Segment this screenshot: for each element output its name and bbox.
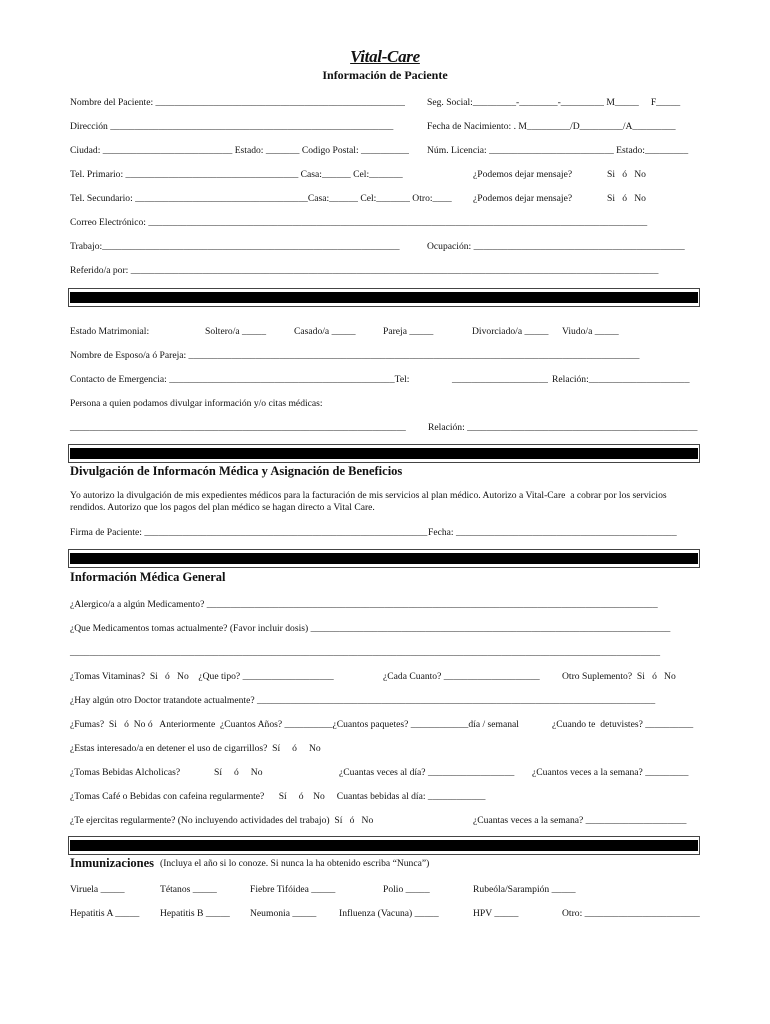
work-field[interactable]: Trabajo:______________________________________________________________ (70, 241, 400, 252)
marital-status-label: Estado Matrimonial: (70, 326, 150, 337)
allergy-field[interactable]: ¿Alergico/a a algún Medicamento? ______________________________________________________________________________________________ (70, 599, 658, 610)
disclose-person-label: Persona a quien podamos divulgar información y/o citas médicas: (70, 398, 323, 409)
caffeine-field[interactable]: ¿Tomas Café o Bebidas con cafeina regularmente? Sí ó No Cuantas bebidas al día: ____________ (70, 791, 486, 802)
emergency-contact-field[interactable]: Contacto de Emergencia: _______________________________________________Tel: (70, 374, 410, 385)
exercise-choice[interactable]: ¿Te ejercitas regularmente? (No incluyendo actividades del trabajo) Sí ó No (70, 815, 374, 826)
emergency-phone-field[interactable]: ____________________ (452, 374, 548, 385)
occupation-field[interactable]: Ocupación: ____________________________________________ (427, 241, 685, 252)
other-doctor-field[interactable]: ¿Hay algún otro Doctor tratandote actualmente? ___________________________________________________________________________________ (70, 695, 656, 706)
alcohol-choice[interactable]: Sí ó No (214, 767, 263, 778)
address-field[interactable]: Dirección ___________________________________________________________ (70, 121, 394, 132)
section-divider-bar (70, 448, 698, 459)
medications-extra-line[interactable]: ___________________________________________________________________________________________________________________________ (70, 647, 661, 658)
marital-option-partner[interactable]: Pareja _____ (383, 326, 434, 337)
primary-message-choice[interactable]: Si ó No (607, 169, 646, 180)
disclosure-section-title: Divulgación de Informacón Médica y Asignación de Beneficios (70, 464, 403, 478)
spouse-name-field[interactable]: Nombre de Esposo/a ó Pareja: ______________________________________________________________________________________________ (70, 350, 640, 361)
immunizations-note: (Incluya el año si lo conoze. Si nunca la ha obtenido escriba “Nunca”) (160, 858, 430, 869)
current-medications-field[interactable]: ¿Que Medicamentos tomas actualmente? (Favor incluir dosis) ___________________________________________________________________________ (70, 623, 671, 634)
vaccine-polio-field[interactable]: Polio _____ (383, 884, 430, 895)
disclose-person-field[interactable]: ______________________________________________________________________ (70, 422, 406, 433)
vaccine-mmr-field[interactable]: Rubeóla/Sarampión _____ (473, 884, 576, 895)
vaccine-smallpox-field[interactable]: Viruela _____ (70, 884, 125, 895)
patient-name-field[interactable]: Nombre del Paciente: ____________________________________________________ (70, 97, 405, 108)
signature-date-field[interactable]: Fecha: ______________________________________________ (428, 527, 677, 538)
logo-vital-care: Vital-Care (350, 47, 420, 66)
marital-option-single[interactable]: Soltero/a _____ (205, 326, 267, 337)
vaccine-pneumonia-field[interactable]: Neumonia _____ (250, 908, 317, 919)
alcohol-daily-field[interactable]: ¿Cuantas veces al día? __________________ (339, 767, 515, 778)
quit-smoking-interest-choice[interactable]: ¿Estas interesado/a en detener el uso de cigarrillos? Sí ó No (70, 743, 321, 754)
other-supplement-choice[interactable]: Otro Suplemento? Si ó No (562, 671, 676, 682)
vaccine-tetanus-field[interactable]: Tétanos _____ (160, 884, 217, 895)
disclosure-text-line-1: Yo autorizo la divulgación de mis expedientes médicos para la facturación de mis servicios al plan médico. Autorizo a Vital-Care a cobrar por los servicios (70, 490, 667, 501)
form-title: Información de Paciente (322, 68, 448, 82)
patient-signature-field[interactable]: Firma de Paciente: ___________________________________________________________ (70, 527, 428, 538)
vaccine-typhoid-field[interactable]: Fiebre Tifóidea _____ (250, 884, 336, 895)
alcohol-weekly-field[interactable]: ¿Cuantos veces a la semana? _________ (532, 767, 689, 778)
primary-phone-field[interactable]: Tel. Primario: ____________________________________ Casa:______ Cel:_______ (70, 169, 403, 180)
medical-section-title: Información Médica General (70, 570, 226, 584)
vaccine-other-field[interactable]: Otro: ________________________ (562, 908, 700, 919)
vaccine-hepatitis-b-field[interactable]: Hepatitis B _____ (160, 908, 230, 919)
emergency-relation-field[interactable]: Relación:_____________________ (552, 374, 690, 385)
marital-option-widowed[interactable]: Viudo/a _____ (562, 326, 619, 337)
referred-by-field[interactable]: Referido/a por: ______________________________________________________________________________________________________________ (70, 265, 659, 276)
vaccine-influenza-field[interactable]: Influenza (Vacuna) _____ (339, 908, 439, 919)
birth-date-field[interactable]: Fecha de Nacimiento: . M_________/D_________/A_________ (427, 121, 676, 132)
smoking-field[interactable]: ¿Fumas? Si ó No ó Anteriormente ¿Cuantos Años? __________¿Cuantos paquetes? ____________día / semanal (70, 719, 519, 730)
social-security-field[interactable]: Seg. Social:_________-________-_________ M_____ F_____ (427, 97, 681, 108)
disclosure-text-line-2: rendidos. Autorizo que los pagos del plan médico se hagan directo a Vital Care. (70, 502, 375, 513)
license-field[interactable]: Núm. Licencia: __________________________ Estado:_________ (427, 145, 689, 156)
section-divider-bar (70, 840, 698, 851)
secondary-message-question: ¿Podemos dejar mensaje? (473, 193, 573, 204)
immunizations-section-title: Inmunizaciones (70, 856, 155, 870)
vaccine-hepatitis-a-field[interactable]: Hepatitis A _____ (70, 908, 140, 919)
alcohol-question: ¿Tomas Bebidas Alcholicas? (70, 767, 181, 778)
secondary-phone-field[interactable]: Tel. Secundario: ____________________________________Casa:______ Cel:_______ Otro:____ (70, 193, 452, 204)
vaccine-hpv-field[interactable]: HPV _____ (473, 908, 519, 919)
marital-option-married[interactable]: Casado/a _____ (294, 326, 356, 337)
marital-option-divorced[interactable]: Divorciado/a _____ (472, 326, 549, 337)
exercise-weekly-field[interactable]: ¿Cuantas veces a la semana? _____________________ (473, 815, 687, 826)
primary-message-question: ¿Podemos dejar mensaje? (473, 169, 573, 180)
email-field[interactable]: Correo Electrónico: ________________________________________________________________________________________________________ (70, 217, 648, 228)
section-divider-bar (70, 292, 698, 303)
vitamins-field[interactable]: ¿Tomas Vitaminas? Si ó No ¿Que tipo? ___________________ (70, 671, 334, 682)
city-state-zip-field[interactable]: Ciudad: ___________________________ Estado: _______ Codigo Postal: __________ (70, 145, 409, 156)
section-divider-bar (70, 553, 698, 564)
vitamins-frequency-field[interactable]: ¿Cada Cuanto? ____________________ (383, 671, 540, 682)
secondary-message-choice[interactable]: Si ó No (607, 193, 646, 204)
quit-smoking-date-field[interactable]: ¿Cuando te detuvistes? __________ (552, 719, 694, 730)
disclose-relation-field[interactable]: Relación: ________________________________________________ (428, 422, 698, 433)
